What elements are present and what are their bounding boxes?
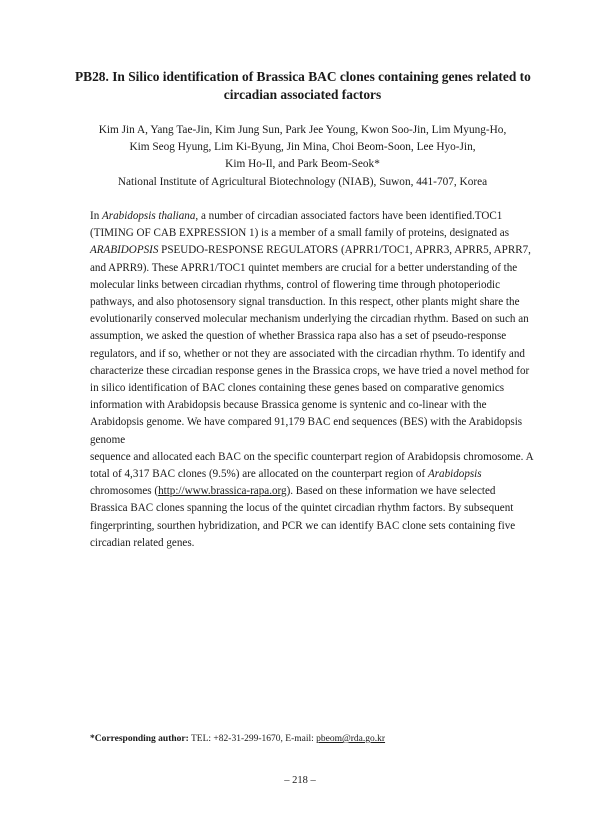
affiliation: National Institute of Agricultural Biotechnology (NIAB), Suwon, 441-707, Korea <box>117 175 488 188</box>
abstract-line: assumption, we asked the question of whether Brassica rapa also has a set of pseudo-response <box>90 330 507 343</box>
abstract-line: evolutionarily conserved molecular mechanism underlying the circadian rhythm. Based on such an <box>90 313 529 326</box>
abstract-line: Brassica BAC clones spanning the locus of the quintet circadian rhythm factors. By subsequent <box>90 502 514 515</box>
author-line: Kim Seog Hyung, Lim Ki-Byung, Jin Mina, Choi Beom-Soon, Lee Hyo-Jin, <box>129 141 476 154</box>
species-name: Arabidopsis thaliana <box>102 210 196 222</box>
text-run: PSEUDO-RESPONSE REGULATORS (APRR1/TOC1, APRR3, APRR5, APRR7, <box>158 244 531 257</box>
abstract-line: genome <box>90 433 126 446</box>
abstract-line: characterize these circadian response genes in the Brassica crops, we have tried a novel method for <box>90 364 530 377</box>
footer-label: *Corresponding author: <box>90 734 189 744</box>
abstract-line <box>90 242 531 259</box>
abstract-line <box>90 466 515 483</box>
website-link[interactable]: http://www.brassica-rapa.org <box>158 485 287 498</box>
abstract-line: information with Arabidopsis because Brassica genome is syntenic and co-linear with the <box>90 399 487 412</box>
abstract-line: regulators, and if so, whether or not they are associated with the circadian rhythm. To identify and <box>90 347 525 360</box>
text-run: ). Based on these information we have selected <box>286 485 496 498</box>
paper-title <box>75 68 530 104</box>
abstract-line: circadian related genes. <box>90 536 195 549</box>
email-link[interactable]: pbeom@rda.go.kr <box>316 734 386 744</box>
title-line: circadian associated factors <box>223 87 382 102</box>
abstract-line: sequence and allocated each BAC on the specific counterpart region of Arabidopsis chromosome. A <box>90 450 534 463</box>
corresponding-author-note <box>90 734 385 744</box>
text-run: , a number of circadian associated factors have been identified.TOC1 <box>195 210 503 222</box>
species-name: Arabidopsis <box>427 468 482 481</box>
author-line: Kim Ho-Il, and Park Beom-Seok* <box>225 158 380 171</box>
abstract-line <box>90 483 515 500</box>
title-line: PB28. In Silico identification of Brassica BAC clones containing genes related to <box>75 69 531 84</box>
abstract-line: molecular links between circadian rhythms, control of flowering time through photoperiodic <box>90 278 501 291</box>
text-run: total of 4,317 BAC clones (9.5%) are allocated on the counterpart region of <box>90 468 428 481</box>
abstract-line: in silico identification of BAC clones containing these genes based on comparative genomics <box>90 382 505 395</box>
abstract-line: and APRR9). These APRR1/TOC1 quintet members are crucial for a better understanding of the <box>90 261 518 274</box>
page-number: – 218 – <box>284 775 316 786</box>
author-line: Kim Jin A, Yang Tae-Jin, Kim Jung Sun, Park Jee Young, Kwon Soo-Jin, Lim Myung-Ho, <box>98 124 507 136</box>
text-run: In <box>90 210 103 222</box>
abstract-line: Arabidopsis genome. We have compared 91,179 BAC end sequences (BES) with the Arabidopsis <box>90 416 523 429</box>
abstract-line: (TIMING OF CAB EXPRESSION 1) is a member of a small family of proteins, designated as <box>90 227 510 240</box>
abstract-body <box>90 208 534 552</box>
author-block <box>80 122 525 191</box>
abstract-line: fingerprinting, sourthen hybridization, and PCR we can identify BAC clone sets containing five <box>90 519 516 532</box>
abstract-line <box>90 208 515 225</box>
footer-contact: TEL: +82-31-299-1670, E-mail: <box>188 734 317 744</box>
abstract-line: pathways, and also photosensory signal transduction. In this respect, other plants might share the <box>90 296 520 309</box>
species-name: ARABIDOPSIS <box>90 244 159 257</box>
text-run: chromosomes ( <box>90 485 159 498</box>
